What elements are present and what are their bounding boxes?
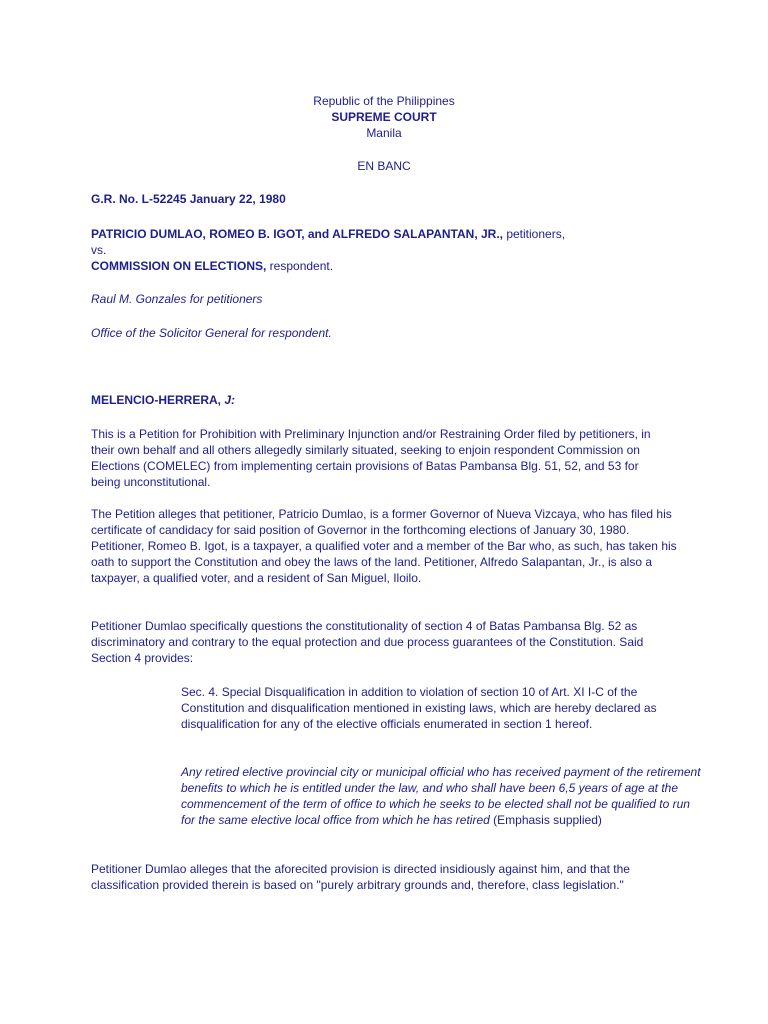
counsel-respondent: Office of the Solicitor General for respondent. — [91, 326, 332, 340]
case-number: G.R. No. L-52245 January 22, 1980 — [91, 192, 286, 206]
quote-emphasis-block — [181, 764, 703, 828]
court-name: SUPREME COURT — [331, 110, 437, 124]
respondent-name: COMMISSION ON ELECTIONS, — [91, 259, 267, 273]
court-header — [0, 93, 768, 141]
quote-section-4: Sec. 4. Special Disqualification in addition to violation of section 10 of Art. XI I-C of the Constitution and disqualification mentioned in existing laws, which are hereby declared as disqualification for any of the elective officials enumerated in section 1 hereof. — [181, 685, 657, 731]
petitioners-role: petitioners, — [503, 227, 566, 241]
respondent-line — [91, 258, 691, 274]
counsel-petitioners: Raul M. Gonzales for petitioners — [91, 292, 263, 306]
paragraph-1: This is a Petition for Prohibition with Preliminary Injunction and/or Restraining Order filed by petitioners, in their own behalf and all others allegedly similarly situated, seeking to enjoin respondent Commission on Elections (COMELEC) from implementing certain provisions of Batas Pambansa Blg. 51, 52, and 53 for being unconstitutional. — [91, 427, 651, 489]
division-line: EN BANC — [357, 159, 411, 173]
city-line: Manila — [366, 126, 402, 140]
respondent-role: respondent. — [266, 259, 334, 273]
quote-emphasis: Any retired elective provincial city or municipal official who has received payment of the retirement benefits to which he is entitled under the law, and who shall have been 6,5 years of age at the commencement of the term of office to which he seeks to be elected shall not be qualified to run for the same elective local office from which he has retired — [181, 765, 701, 827]
paragraph-3: Petitioner Dumlao specifically questions the constitutionality of section 4 of Batas Pambansa Blg. 52 as discriminatory and contrary to the equal protection and due process guarantees of the Constitution. Said Section 4 provides: — [91, 619, 644, 665]
petitioners-line — [91, 226, 691, 242]
paragraph-4: Petitioner Dumlao alleges that the aforecited provision is directed insidiously against him, and that the classification provided therein is based on "purely arbitrary grounds and, therefore, class legislation." — [91, 862, 630, 892]
author-suffix: J: — [221, 393, 236, 407]
versus-label: vs. — [91, 243, 107, 257]
quote-note: (Emphasis supplied) — [489, 813, 602, 827]
case-parties — [91, 226, 691, 274]
petitioners-names: PATRICIO DUMLAO, ROMEO B. IGOT, and ALFREDO SALAPANTAN, JR., — [91, 227, 503, 241]
author-name: MELENCIO-HERRERA, — [91, 393, 222, 407]
republic-line: Republic of the Philippines — [313, 94, 455, 108]
opinion-author — [91, 392, 691, 408]
paragraph-2: The Petition alleges that petitioner, Patricio Dumlao, is a former Governor of Nueva Vizcaya, who has filed his certificate of candidacy for said position of Governor in the forthcoming elections of January 30, 1980. Petitioner, Romeo B. Igot, is a taxpayer, a qualified voter and a member of the Bar who, as such, has taken his oath to support the Constitution and obey the laws of the land. Petitioner, Alfredo Salapantan, Jr., is also a taxpayer, a qualified voter, and a resident of San Miguel, Iloilo. — [91, 507, 677, 585]
